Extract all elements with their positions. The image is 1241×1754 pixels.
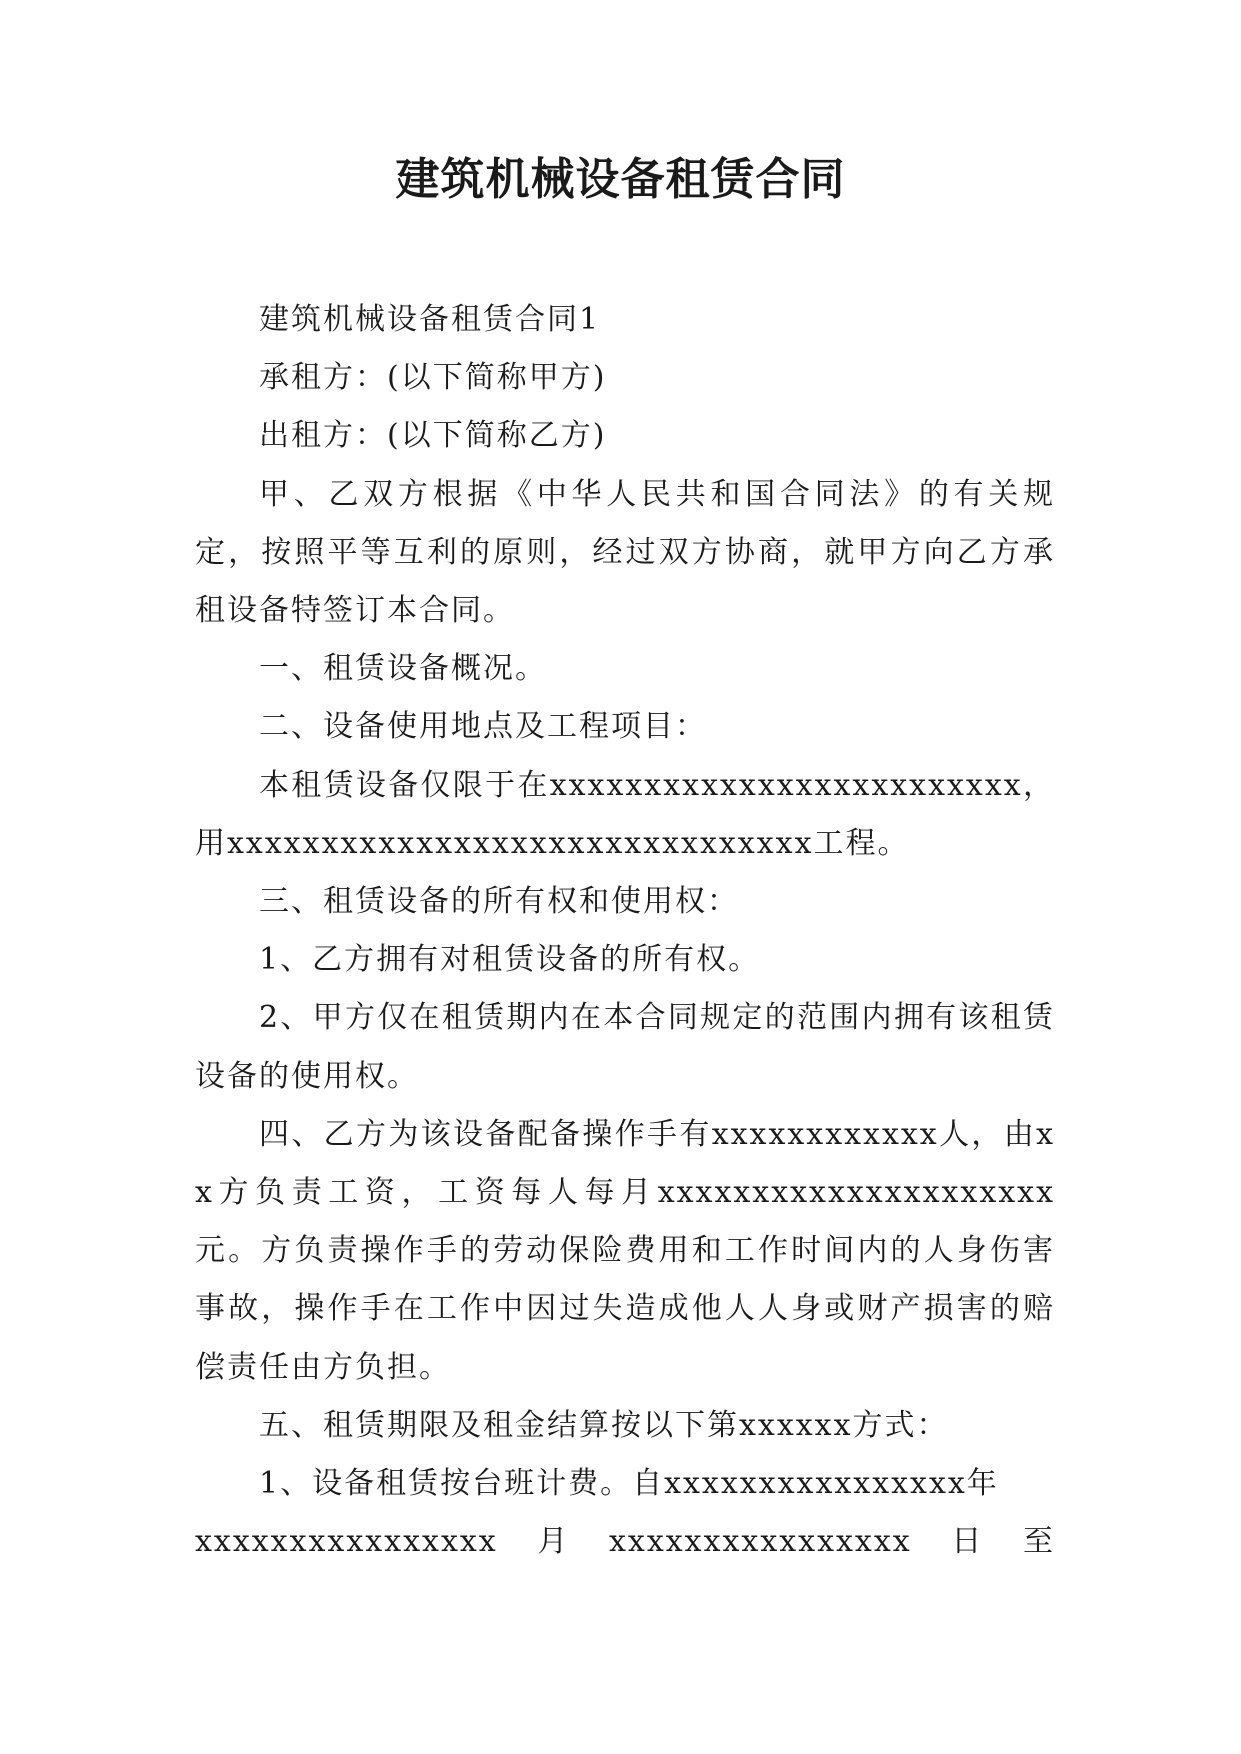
paragraph-section-3: 三、租赁设备的所有权和使用权： <box>259 884 739 920</box>
paragraph-section-5: 五、租赁期限及租金结算按以下第xxxxxx方式： <box>259 1407 949 1443</box>
paragraph-usage-right: 2、甲方仅在租赁期内在本合同规定的范围内拥有该租赁设备的使用权。 <box>195 1000 1055 1094</box>
paragraph-section-2: 二、设备使用地点及工程项目： <box>259 709 707 745</box>
paragraph-lessor: 出租方：(以下简称乙方) <box>259 418 607 454</box>
paragraph-lessee: 承租方：(以下简称甲方) <box>259 360 607 396</box>
paragraph-heading: 建筑机械设备租赁合同1 <box>259 302 601 337</box>
blank-month-value: xxxxxxxxxxxxxxxx <box>195 1524 498 1560</box>
paragraph-section-1: 一、租赁设备概况。 <box>259 651 547 687</box>
paragraph-preamble: 甲、乙双方根据《中华人民共和国合同法》的有关规定，按照平等互利的原则，经过双方协商，就甲方向乙方承租设备特签订本合同。 <box>195 476 1055 629</box>
paragraph-section-4: 四、乙方为该设备配备操作手有xxxxxxxxxxxx人，由xx方负责工资，工资每人每月xxxxxxxxxxxxxxxxxxxxx元。方负责操作手的劳动保险费用和工作时间内的人身伤害事故，操作手在工作中因过失造成他人人身或财产损害的赔偿责任由方负担。 <box>195 1116 1055 1385</box>
document-body <box>195 291 1055 1571</box>
until-label: 至 <box>1022 1524 1055 1560</box>
paragraph-location: 本租赁设备仅限于在xxxxxxxxxxxxxxxxxxxxxxxxx，用xxxxxxxxxxxxxxxxxxxxxxxxxxxxxxx工程。 <box>195 767 1055 861</box>
paragraph-ownership: 1、乙方拥有对租赁设备的所有权。 <box>259 942 761 978</box>
paragraph-billing-continued <box>195 1513 1055 1571</box>
day-label: 日 <box>951 1524 984 1560</box>
blank-day-value: xxxxxxxxxxxxxxxx <box>608 1524 912 1560</box>
paragraph-billing: 1、设备租赁按台班计费。自xxxxxxxxxxxxxxxx年 <box>259 1466 999 1502</box>
document-title: 建筑机械设备租赁合同 <box>395 154 846 205</box>
month-label: 月 <box>537 1524 570 1560</box>
